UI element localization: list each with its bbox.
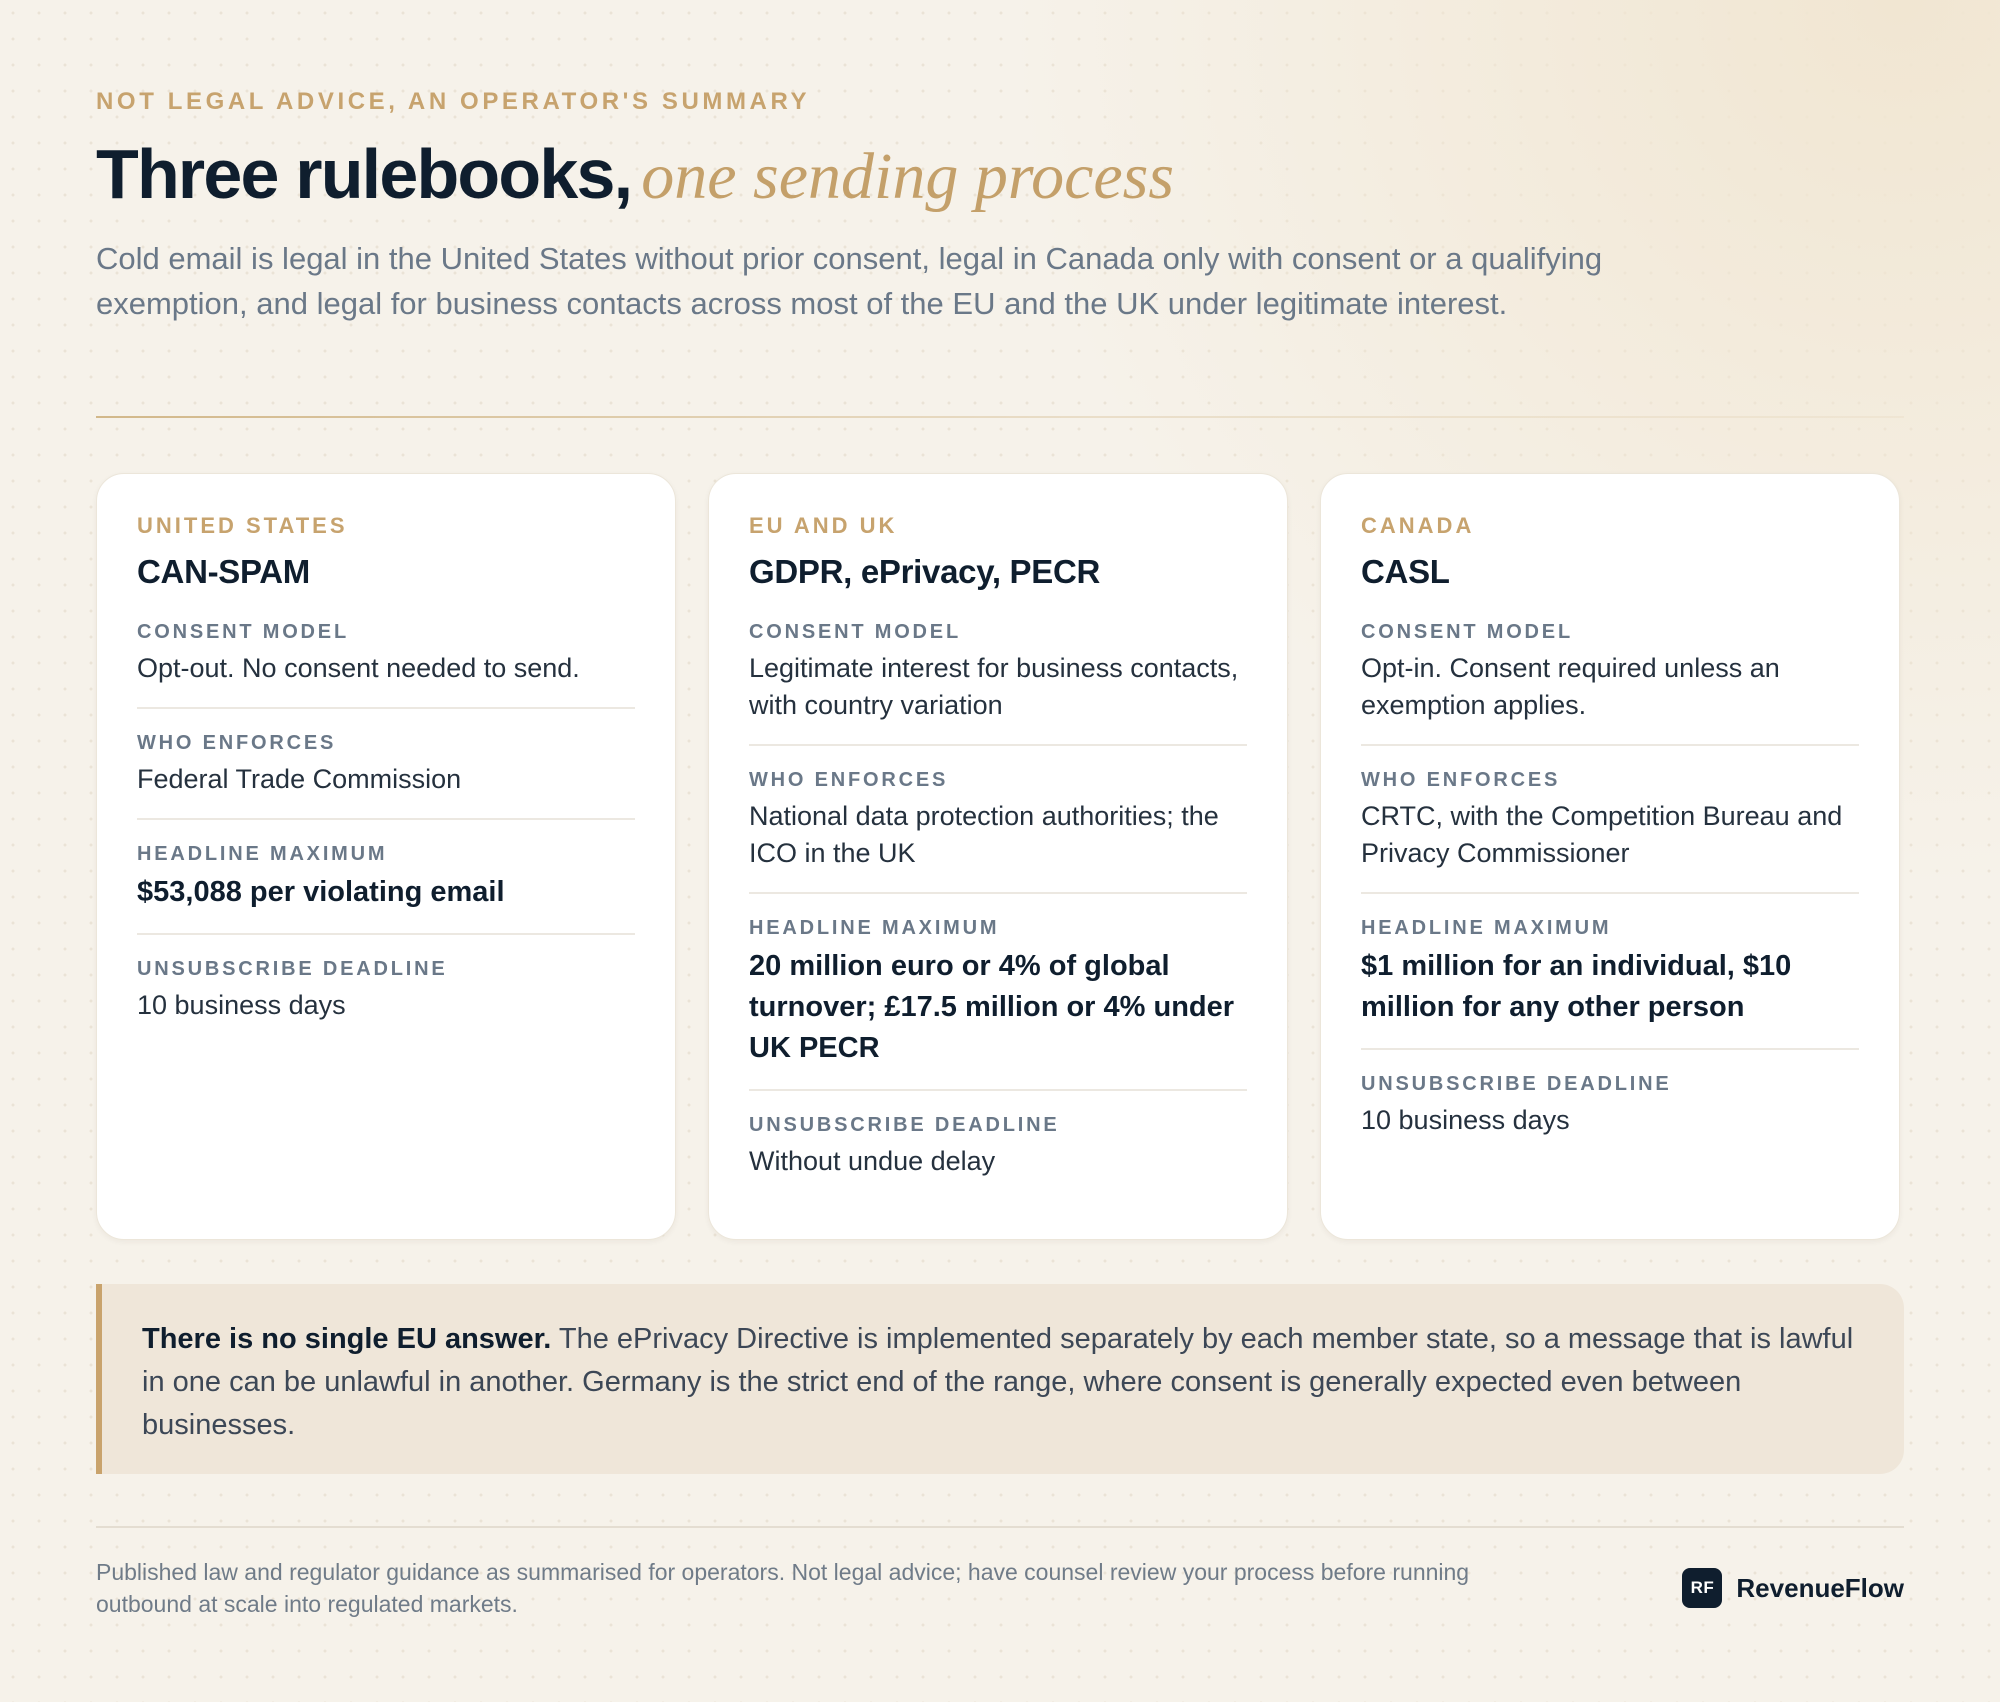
field-unsubscribe-deadline	[1361, 1050, 1859, 1159]
eyebrow: NOT LEGAL ADVICE, AN OPERATOR'S SUMMARY	[96, 88, 811, 115]
field-who-enforces	[1361, 746, 1859, 894]
card-united-states	[96, 473, 676, 1240]
brand	[1682, 1568, 1904, 1608]
field-value: 10 business days	[137, 990, 346, 1020]
field-headline-maximum	[1361, 894, 1859, 1050]
field-value: Opt-out. No consent needed to send.	[137, 653, 580, 683]
field-headline-maximum	[749, 894, 1247, 1091]
field-unsubscribe-deadline	[137, 935, 635, 1044]
title-main: Three rulebooks,	[96, 135, 632, 213]
brand-logo-icon: RF	[1682, 1568, 1722, 1608]
title-accent: one sending process	[641, 140, 1175, 213]
field-label: UNSUBSCRIBE DEADLINE	[137, 958, 448, 980]
field-unsubscribe-deadline	[749, 1091, 1247, 1200]
field-label: WHO ENFORCES	[1361, 769, 1561, 791]
field-value: $53,088 per violating email	[137, 876, 505, 908]
field-value: Opt-in. Consent required unless an exemption applies.	[1361, 653, 1780, 720]
field-headline-maximum	[137, 820, 635, 935]
field-consent-model	[137, 594, 635, 709]
footer-note: Published law and regulator guidance as summarised for operators. Not legal advice; have counsel review your process before running outbound at scale into regulated markets.	[96, 1559, 1470, 1617]
field-label: WHO ENFORCES	[749, 769, 949, 791]
card-region: UNITED STATES	[137, 513, 348, 538]
divider	[96, 416, 1904, 418]
page-title	[96, 134, 1174, 215]
card-region: EU AND UK	[749, 513, 898, 538]
lede-paragraph: Cold email is legal in the United States without prior consent, legal in Canada only with consent or a qualifying exemption, and legal for business contacts across most of the EU and the UK under legitimate interest.	[96, 241, 1603, 321]
field-value: 20 million euro or 4% of global turnover; £17.5 million or 4% under UK PECR	[749, 950, 1235, 1064]
brand-name: RevenueFlow	[1736, 1572, 1904, 1603]
field-value: Federal Trade Commission	[137, 764, 462, 794]
card-law: CASL	[1361, 553, 1450, 590]
field-label: WHO ENFORCES	[137, 732, 337, 754]
card-eu-and-uk	[708, 473, 1288, 1240]
field-label: UNSUBSCRIBE DEADLINE	[1361, 1073, 1672, 1095]
rulebook-cards	[96, 473, 1904, 1243]
field-label: UNSUBSCRIBE DEADLINE	[749, 1114, 1060, 1136]
field-label: HEADLINE MAXIMUM	[1361, 917, 1612, 939]
field-value: $1 million for an individual, $10 million for any other person	[1361, 950, 1792, 1023]
card-canada	[1320, 473, 1900, 1240]
field-consent-model	[1361, 594, 1859, 746]
field-value: National data protection authorities; the ICO in the UK	[749, 801, 1219, 868]
field-value: 10 business days	[1361, 1105, 1570, 1135]
callout-lead: There is no single EU answer.	[142, 1323, 552, 1355]
callout-body: The ePrivacy Directive is implemented separately by each member state, so a message that is lawful in one can be unlawful in another. Germany is the strict end of the range, where consent is generally expected even between businesses.	[142, 1323, 1854, 1441]
footer-divider	[96, 1526, 1904, 1528]
card-region: CANADA	[1361, 513, 1475, 538]
field-consent-model	[749, 594, 1247, 746]
field-label: CONSENT MODEL	[1361, 621, 1573, 643]
field-label: HEADLINE MAXIMUM	[749, 917, 1000, 939]
card-law: CAN-SPAM	[137, 553, 310, 590]
field-label: CONSENT MODEL	[137, 621, 349, 643]
field-who-enforces	[749, 746, 1247, 894]
eu-callout	[96, 1284, 1904, 1474]
card-law: GDPR, ePrivacy, PECR	[749, 553, 1101, 590]
field-label: CONSENT MODEL	[749, 621, 961, 643]
field-label: HEADLINE MAXIMUM	[137, 843, 388, 865]
field-value: Without undue delay	[749, 1146, 996, 1176]
field-value: Legitimate interest for business contacts, with country variation	[749, 653, 1239, 720]
field-who-enforces	[137, 709, 635, 820]
field-value: CRTC, with the Competition Bureau and Privacy Commissioner	[1361, 801, 1843, 868]
